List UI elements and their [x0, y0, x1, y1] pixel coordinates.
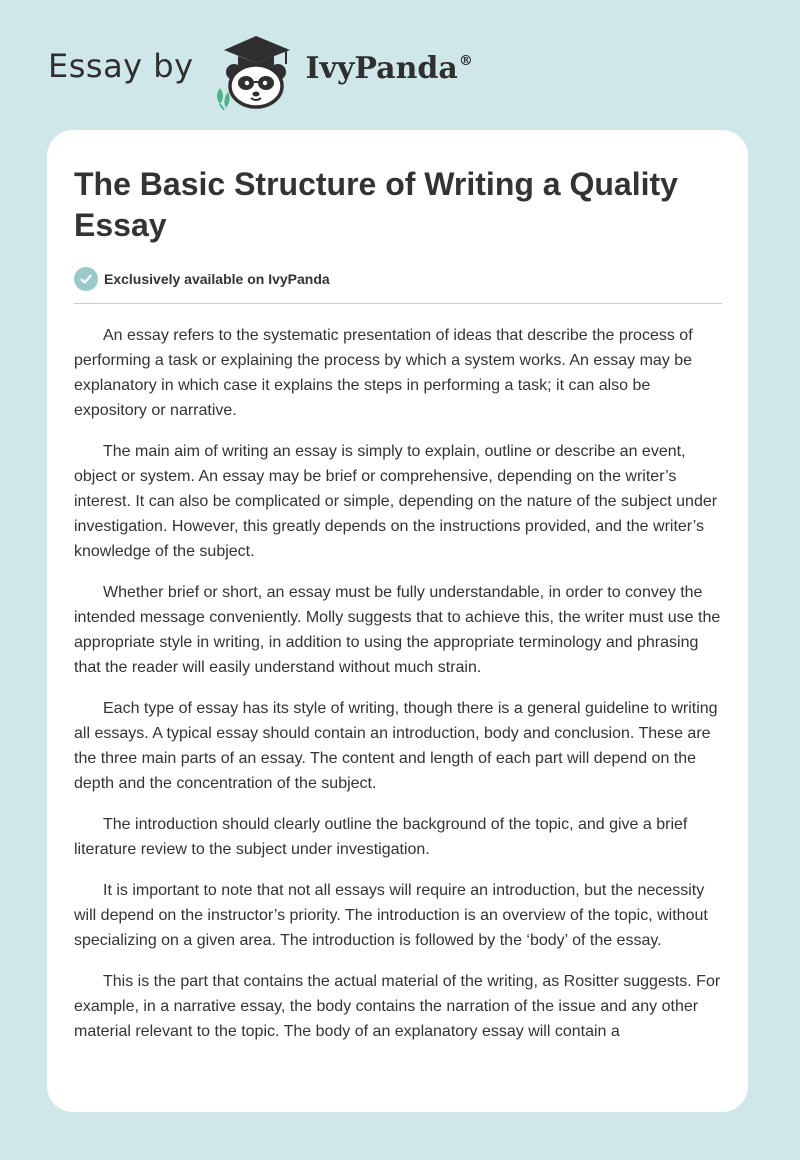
trademark-symbol: ® [458, 52, 473, 69]
exclusive-text: Exclusively available on IvyPanda [104, 271, 330, 287]
paragraph: Whether brief or short, an essay must be fully understandable, in order to convey the intended message conveniently. Molly suggests that to achieve this, the writer must use the appropriate style in writing, in addition to using the appropriate terminology and phrasing that the reader will easily understand without much strain. [74, 584, 721, 676]
essay-body [74, 323, 722, 1044]
paragraph: The introduction should clearly outline the background of the topic, and give a brief literature review to the subject under investigation. [74, 816, 688, 858]
paragraph: The main aim of writing an essay is simply to explain, outline or describe an event, object or system. An essay may be brief or comprehensive, depending on the writer’s interest. It can also be complicated or simple, depending on the nature of the subject under investigation. However, this greatly depends on the instructions provided, and the writer’s knowledge of the subject. [74, 443, 718, 560]
paragraph: It is important to note that not all essays will require an introduction, but the necessity will depend on the instructor’s priority. The introduction is an overview of the topic, without specializing on a given area. The introduction is followed by the ‘body’ of the essay. [74, 882, 708, 949]
checkmark-icon [74, 267, 98, 291]
essay-by-label: Essay by [48, 47, 194, 85]
panda-graduate-icon[interactable] [212, 30, 298, 110]
divider [74, 303, 722, 304]
paragraph: This is the part that contains the actual material of the writing, as Rositter suggests. For example, in a narrative essay, the body contains the narration of the issue and any other material relevant to the topic. The body of an explanatory essay will contain a [74, 973, 721, 1040]
paragraph: An essay refers to the systematic presentation of ideas that describe the process of performing a task or explaining the process by which a system works. An essay may be explanatory in which case it explains the steps in performing a task; it can also be expository or narrative. [74, 327, 693, 419]
essay-title: The Basic Structure of Writing a Quality Essay [74, 166, 678, 243]
brand-text: IvyPanda [305, 50, 458, 86]
paragraph: Each type of essay has its style of writing, though there is a general guideline to writing all essays. A typical essay should contain an introduction, body and conclusion. These are the three main parts of an essay. The content and length of each part will depend on the depth and the concentration of the subject. [74, 700, 718, 792]
exclusive-badge [74, 267, 722, 291]
site-header [48, 30, 473, 110]
brand-name[interactable] [306, 51, 473, 86]
essay-card [47, 130, 748, 1112]
